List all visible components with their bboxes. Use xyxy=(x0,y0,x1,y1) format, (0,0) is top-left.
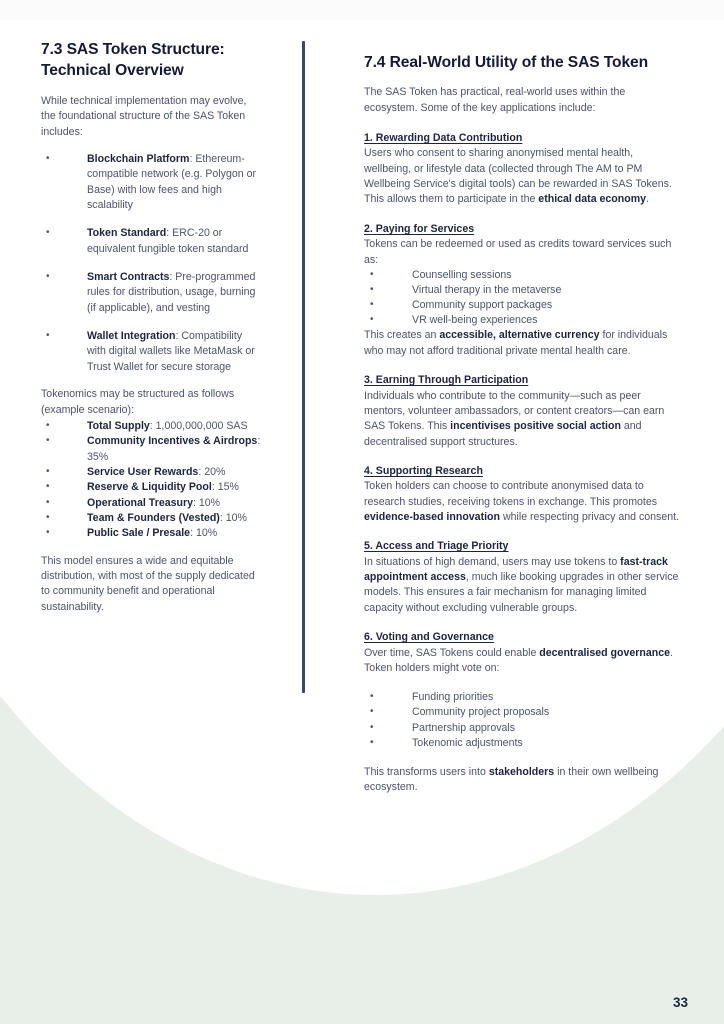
tokenomics-intro-paragraph: Tokenomics may be structured as follows (example scenario): xyxy=(41,388,235,416)
list-item-term: Wallet Integration xyxy=(87,330,176,343)
emphasis-text: ethical data economy xyxy=(538,193,647,206)
list-item: • Community support packages xyxy=(364,298,679,313)
list-item xyxy=(41,226,262,257)
list-item-term: Token Standard xyxy=(87,227,167,240)
list-item-desc: : 10% xyxy=(219,512,247,525)
list-item xyxy=(41,526,262,541)
list-item xyxy=(41,152,262,213)
list-item xyxy=(41,511,262,526)
subsection-closing-paragraph: This creates an accessible, alternative currency for individuals who may not afford traditional private mental health care. xyxy=(364,329,668,357)
list-item-term: Service User Rewards xyxy=(87,465,199,478)
decorative-top-band xyxy=(0,0,724,20)
subsection-heading: 1. Rewarding Data Contribution xyxy=(364,131,523,144)
right-intro-paragraph: The SAS Token has practical, real-world uses within the ecosystem. Some of the key applications include: xyxy=(364,86,626,114)
subsection-bullet-list xyxy=(364,690,679,751)
list-item-desc: : 10% xyxy=(192,496,221,509)
emphasis-text: stakeholders xyxy=(488,765,555,778)
subsection-paragraph: Users who consent to sharing anonymised mental health, wellbeing, or lifestyle data (collected through The AM to PM Wellbeing Service's digital tools) can be rewarded in SAS Tokens. This allows them to participate in the ethical data economy. xyxy=(364,147,672,206)
list-item: • Counselling sessions xyxy=(364,268,679,283)
list-item: • Tokenomic adjustments xyxy=(364,736,679,751)
list-item-desc: : ERC-20 or equivalent fungible token standard xyxy=(87,227,249,255)
list-item-term: Operational Treasury xyxy=(87,496,193,509)
list-item xyxy=(41,496,262,511)
list-item-desc: : 10% xyxy=(190,527,218,540)
subsection-bullet-list xyxy=(364,268,679,329)
page-title-7-3: 7.3 SAS Token Structure: Technical Overview xyxy=(41,41,225,79)
tokenomics-list xyxy=(41,419,262,542)
list-item xyxy=(41,270,262,316)
emphasis-text: accessible, alternative currency xyxy=(439,329,600,342)
list-item xyxy=(41,419,262,434)
left-column xyxy=(41,40,262,615)
list-item xyxy=(41,465,262,480)
subsection-paragraph: Over time, SAS Tokens could enable decentralised governance. Token holders might vote on: xyxy=(364,646,673,674)
list-item xyxy=(41,329,262,375)
list-item-desc: : 1,000,000,000 SAS xyxy=(149,419,248,432)
subsection-closing-paragraph: This transforms users into stakeholders in their own wellbeing ecosystem. xyxy=(364,765,659,794)
emphasis-text: fast-track appointment access xyxy=(364,555,668,584)
emphasis-text: decentralised governance xyxy=(539,646,671,659)
token-structure-list xyxy=(41,152,262,375)
list-item-desc: : 15% xyxy=(211,481,239,494)
subsection-paragraph: In situations of high demand, users may use tokens to fast-track appointment access, much like booking upgrades in other service models. This ensures a fair mechanism for managing limited capacity without excluding vulnerable groups. xyxy=(364,555,679,614)
subsection-heading: 5. Access and Triage Priority xyxy=(364,540,509,553)
list-item-desc: : 20% xyxy=(198,465,226,478)
subsection-heading: 6. Voting and Governance xyxy=(364,631,494,644)
list-item xyxy=(41,434,262,465)
list-item: • Community project proposals xyxy=(364,705,679,720)
list-item-term: Smart Contracts xyxy=(87,271,170,284)
list-item: • Virtual therapy in the metaverse xyxy=(364,283,679,298)
subsection-heading: 2. Paying for Services xyxy=(364,222,475,235)
subsection-paragraph: Individuals who contribute to the community—such as peer mentors, volunteer ambassadors, or content creators—can earn SAS Tokens. This incentivises positive social action and decentralised support structures. xyxy=(364,389,665,448)
left-intro-paragraph: While technical implementation may evolve, the foundational structure of the SAS Token includes: xyxy=(41,94,247,138)
list-item-desc: : Ethereum-compatible network (e.g. Polygon or Base) with low fees and high scalability xyxy=(87,152,256,211)
page-title-7-4: 7.4 Real-World Utility of the SAS Token xyxy=(364,54,649,71)
list-item: • Partnership approvals xyxy=(364,721,679,736)
left-closing-paragraph: This model ensures a wide and equitable distribution, with most of the supply dedicated to community benefit and operational sustainability. xyxy=(41,554,255,613)
list-item-term: Total Supply xyxy=(87,419,150,432)
page-number: 33 xyxy=(672,995,688,1010)
subsection-heading: 3. Earning Through Participation xyxy=(364,374,529,387)
right-column xyxy=(364,53,679,796)
list-item-term: Blockchain Platform xyxy=(87,152,190,165)
list-item-term: Team & Founders (Vested) xyxy=(87,512,220,525)
list-item: • Funding priorities xyxy=(364,690,679,705)
list-item-desc: : 35% xyxy=(87,435,261,463)
list-item-term: Reserve & Liquidity Pool xyxy=(87,481,212,494)
emphasis-text: evidence-based innovation xyxy=(364,511,500,524)
utility-sections xyxy=(364,131,679,796)
list-item-term: Public Sale / Presale xyxy=(87,527,191,540)
emphasis-text: incentivises positive social action xyxy=(450,420,621,433)
list-item: • VR well-being experiences xyxy=(364,313,679,328)
list-item xyxy=(41,480,262,495)
list-item-desc: : Compatibility with digital wallets like MetaMask or Trust Wallet for secure storage xyxy=(87,330,255,373)
list-item-term: Community Incentives & Airdrops xyxy=(87,435,258,448)
subsection-paragraph: Token holders can choose to contribute anonymised data to research studies, receiving tokens in exchange. This promotes evidence-based innovation while respecting privacy and consent. xyxy=(364,480,680,524)
subsection-heading: 4. Supporting Research xyxy=(364,464,483,477)
column-divider xyxy=(302,41,305,693)
subsection-paragraph: Tokens can be redeemed or used as credits toward services such as: xyxy=(364,238,672,266)
list-item-desc: : Pre-programmed rules for distribution, usage, burning (if applicable), and vesting xyxy=(87,271,256,314)
